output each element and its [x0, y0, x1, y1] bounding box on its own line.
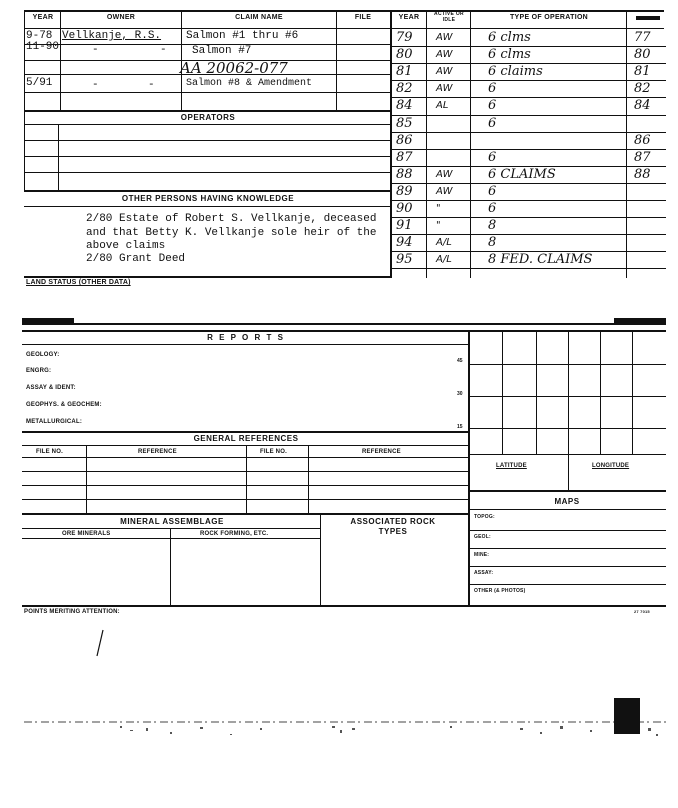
ore-minerals-header: ORE MINERALS: [62, 531, 111, 537]
activity-type: 6 claims: [488, 64, 543, 80]
ref-col-reference-2: REFERENCE: [362, 449, 401, 455]
activity-type: 6 clms: [488, 30, 531, 45]
activity-type: 6: [488, 149, 497, 165]
header-active-idle: ACTIVE OR IDLE: [434, 11, 464, 23]
activity-year: 95: [396, 252, 413, 268]
activity-year: 86: [396, 132, 413, 148]
activity-status: AW: [436, 66, 453, 78]
activity-type: 6: [488, 98, 497, 114]
activity-type: 8: [488, 235, 497, 251]
activity-extra: 88: [634, 166, 651, 182]
knowledge-line: 2/80 Grant Deed: [86, 253, 186, 265]
activity-extra: 84: [634, 98, 651, 114]
claim-row-year: 5/91: [26, 77, 53, 89]
activity-extra: 87: [634, 149, 651, 165]
handwritten-claim-number: AA 20062-077: [180, 59, 288, 77]
redacted-mark: [636, 16, 660, 20]
claim-row-owner: -: [92, 44, 99, 56]
activity-status: AW: [436, 185, 453, 197]
activity-year: 88: [396, 166, 413, 182]
associated-rock-types: ASSOCIATED ROCK TYPES: [350, 517, 436, 536]
activity-type: 6: [488, 201, 497, 216]
header-claim-name: CLAIM NAME: [235, 14, 283, 21]
report-item: METALLURGICAL:: [26, 419, 83, 425]
ref-col-file-no: FILE NO.: [36, 449, 63, 455]
map-item: GEOL:: [474, 534, 491, 540]
ref-col-file-no-2: FILE NO.: [260, 449, 287, 455]
claim-row-claim: Salmon #1 thru #6: [186, 30, 299, 42]
header-year-2: YEAR: [398, 14, 420, 21]
latitude-label: LATITUDE: [496, 463, 527, 469]
activity-year: 94: [396, 235, 413, 251]
knowledge-title: OTHER PERSONS HAVING KNOWLEDGE: [121, 194, 295, 203]
reports-title: R E P O R T S: [207, 333, 285, 342]
activity-year: 81: [396, 64, 413, 80]
activity-type: 6 clms: [488, 47, 531, 63]
header-owner: OWNER: [106, 14, 136, 21]
claim-row-owner: -: [92, 79, 99, 91]
report-item: ENGRG:: [26, 368, 52, 374]
activity-status: A/L: [436, 237, 452, 249]
knowledge-line: 2/80 Estate of Robert S. Vellkanje, deceased: [86, 213, 377, 225]
activity-type: 6: [488, 115, 497, 131]
activity-extra: 77: [634, 30, 651, 45]
general-references-title: GENERAL REFERENCES: [193, 434, 299, 443]
rock-forming-header: ROCK FORMING, ETC.: [200, 531, 269, 537]
maps-title: MAPS: [554, 497, 580, 506]
land-status-label: LAND STATUS (OTHER DATA): [26, 279, 131, 286]
activity-year: 85: [396, 115, 413, 131]
stray-pen-mark: [94, 628, 106, 658]
activity-extra: 80: [634, 47, 651, 63]
claim-row-claim: Salmon #7: [192, 45, 252, 57]
report-scale-number: 15: [457, 424, 463, 430]
report-item: GEOLOGY:: [26, 352, 60, 358]
activity-extra: 82: [634, 81, 651, 97]
activity-type: 6: [488, 183, 497, 199]
activity-year: 80: [396, 47, 413, 63]
activity-year: 89: [396, 183, 413, 199]
activity-status: ": [436, 203, 441, 214]
activity-status: AW: [436, 32, 453, 43]
claim-row-year: 11-90: [26, 41, 60, 53]
header-file: FILE: [354, 14, 372, 21]
map-item: TOPOG:: [474, 514, 495, 520]
report-item: ASSAY & IDENT:: [26, 385, 76, 391]
form-number: 27 7015: [634, 609, 650, 614]
activity-type: 8: [488, 218, 497, 234]
activity-year: 82: [396, 81, 413, 97]
claim-row-owner-2: -: [148, 79, 155, 91]
map-item: ASSAY:: [474, 570, 494, 576]
activity-extra: 86: [634, 132, 651, 148]
claim-row-owner-2: -: [160, 44, 167, 56]
activity-year: 84: [396, 98, 413, 114]
header-year: YEAR: [32, 14, 54, 21]
mineral-assemblage-title: MINERAL ASSEMBLAGE: [120, 517, 224, 526]
points-meriting-attention: POINTS MERITING ATTENTION:: [24, 609, 120, 615]
activity-year: 90: [396, 201, 413, 216]
activity-status: AL: [436, 100, 449, 112]
longitude-label: LONGITUDE: [592, 463, 630, 469]
activity-type: 6: [488, 81, 497, 97]
knowledge-line: and that Betty K. Vellkanje sole heir of the: [86, 227, 377, 239]
activity-status: AW: [436, 83, 453, 95]
activity-type: 6 CLAIMS: [488, 166, 556, 182]
operators-title: OPERATORS: [180, 113, 236, 122]
claim-row-year: 9-78: [26, 30, 53, 42]
activity-year: 79: [396, 30, 413, 45]
activity-type: 8 FED. CLAIMS: [488, 252, 593, 268]
activity-status: AW: [436, 168, 453, 180]
claim-row-claim: Salmon #8 & Amendment: [186, 78, 313, 89]
report-item: GEOPHYS. & GEOCHEM:: [26, 402, 102, 408]
report-scale-number: 30: [457, 391, 463, 397]
header-type-of-operation: TYPE OF OPERATION: [509, 14, 589, 21]
activity-status: AW: [436, 49, 453, 61]
claim-row-owner: Vellkanje, R.S.: [62, 30, 162, 42]
map-item: MINE:: [474, 552, 490, 558]
activity-year: 87: [396, 149, 413, 165]
report-scale-number: 45: [457, 358, 463, 364]
activity-year: 91: [396, 218, 413, 234]
map-item: OTHER (& PHOTOS): [474, 588, 526, 594]
knowledge-line: above claims: [86, 240, 166, 252]
ref-col-reference: REFERENCE: [138, 449, 177, 455]
activity-status: ": [436, 220, 441, 232]
activity-extra: 81: [634, 64, 651, 80]
scan-noise: [0, 690, 678, 750]
activity-status: A/L: [436, 254, 452, 266]
